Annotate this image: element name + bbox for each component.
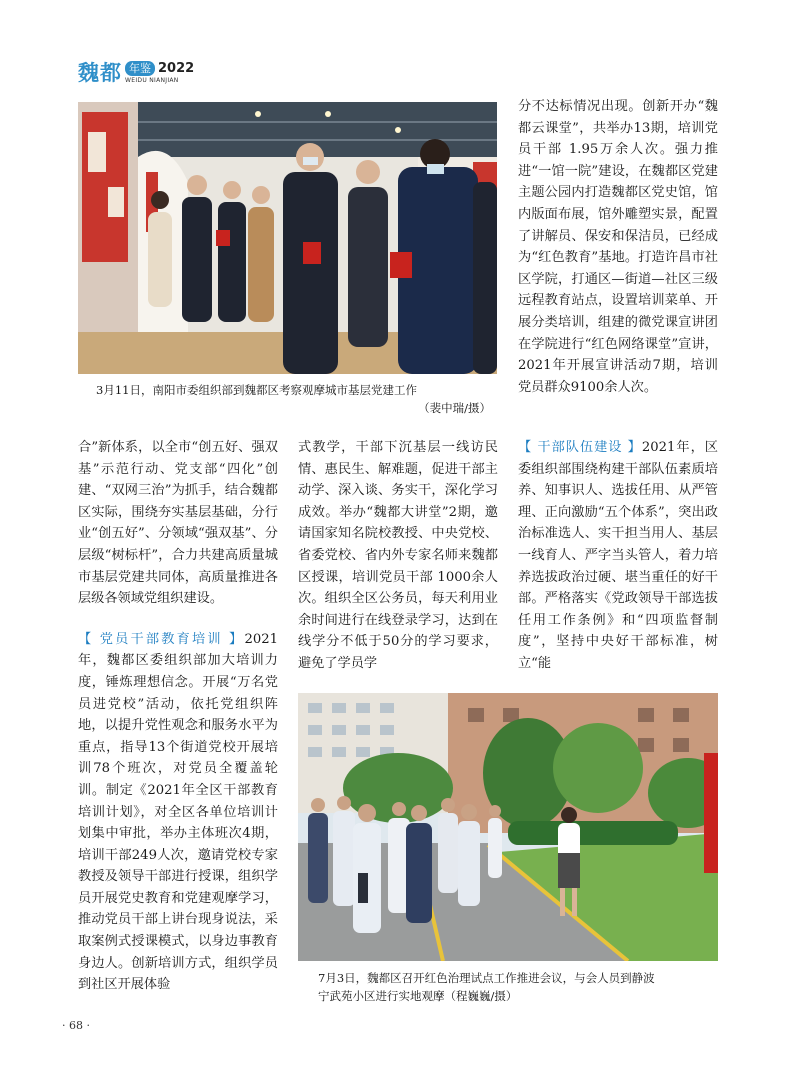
left-paragraph-2-text: 2021年，魏都区委组织部加大培训力度，锤炼理想信念。开展“万名党员进党校”活动，依托党组织阵地，以提升党性观念和服务水平为重点，指导13个街道党校开展培训78个班次，对党员全覆盖轮训。制定《2021年全区干部教育培训计划》，对全区各单位培训计划集中审批，举办主体班次4期，培训干部249人次，邀请党校专家教授及领导干部进行授课，组织学员开展党史教育和党建观摩学习，推动党员干部上讲台现身说法，采取案例式授课模式，以身边事教育身边人。创新培训方式，组织学员到社区开展体验 (78, 631, 278, 993)
left-column (78, 437, 278, 996)
middle-paragraph: 式教学，干部下沉基层一线访民情、惠民生、解难题，促进干部主动学、深入谈、务实干，深化学习成效。举办“魏都大讲堂”2期，邀请国家知名院校教授、中央党校、省委党校、省内外专家名师来魏都区授课，培训党员干部 1000余人次。组织全区公务员，每天利用业余时间进行在线登录学习，达到在线学分不低于50分的学习要求，避免了学员学 (298, 440, 498, 671)
logo-year: 2022 (158, 61, 195, 76)
photo-exhibition-visit (78, 102, 497, 374)
section-label-cadre-building: 【 干部队伍建设 】 (518, 440, 642, 455)
photo2-caption-line2: 宁武苑小区进行实地观摩（程巍巍/摄） (318, 989, 518, 1003)
photo2-caption-line1: 7月3日，魏都区召开红色治理试点工作推进会议，与会人员到静波 (318, 971, 655, 985)
logo-badge: 年鉴 (125, 61, 155, 76)
section-label-party-training: 【 党员干部教育培训 】 (78, 631, 245, 647)
middle-column (298, 437, 498, 675)
right-paragraph (518, 437, 718, 675)
right-paragraph-text: 2021年，区委组织部围绕构建干部队伍素质培养、知事识人、选拔任用、从严管理、正向激励“五个体系”，突出政治标准选人、实干担当用人、基层一线育人、严字当头管人，着力培养选拔政治过硬、堪当重任的好干部。严格落实《党政领导干部选拔任用工作条例》和“四项监督制度”，坚持中央好干部标准，树立“能 (518, 440, 718, 671)
photo1-caption (96, 381, 491, 417)
yearbook-logo (78, 54, 194, 84)
right-top-column (518, 96, 718, 398)
logo-pinyin: WEIDU NIANJIAN (125, 77, 179, 84)
photo1-caption-text: 3月11日，南阳市委组织部到魏都区考察观摩城市基层党建工作 (96, 383, 417, 397)
photo-community-visit (298, 693, 718, 961)
right-column (518, 437, 718, 675)
left-paragraph-1: 合”新体系，以全市“创五好、强双基”示范行动、党支部“四化”创建、“双网三治”为抓手，结合魏都区实际，围绕夯实基层基础，分行业“创五好”、分领域“强双基”、分层级“树标杆”，合力共建高质量城市基层党建共同体，高质量推进各层级各领域党组织建设。 (78, 440, 278, 607)
left-paragraph-2 (78, 629, 278, 996)
photo1-caption-credit: （裴中瑞/摄） (418, 401, 491, 415)
logo-title: 魏都 (78, 61, 122, 85)
photo2-caption (318, 969, 718, 1005)
page-number: · 68 · (62, 1019, 90, 1032)
right-top-paragraph: 分不达标情况出现。创新开办“魏都云课堂”，共举办13期，培训党员干部 1.95万余人次。强力推进“一馆一院”建设，在魏都区党建主题公园内打造魏都区党史馆，馆内版面布展，馆外雕塑实景，配置了讲解员、保安和保洁员，已经成为“红色教育”基地。打造许昌市社区学院，打通区—街道—社区三级远程教育站点，设置培训菜单、开展分类培训，组建的微党课宣讲团在学院进行“红色网络课堂”宣讲，2021年开展宣讲活动7期，培训党员群众9100余人次。 (518, 99, 718, 395)
